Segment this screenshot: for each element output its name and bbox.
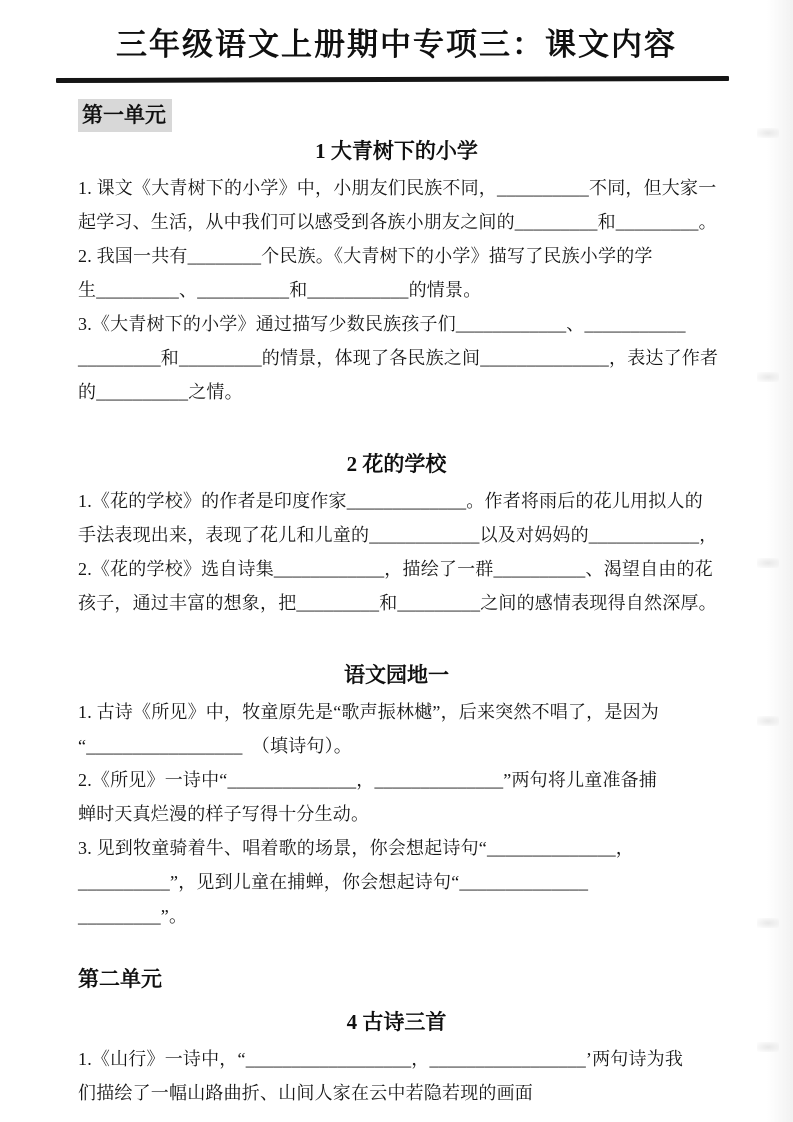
text-line: 3. 见到牧童骑着牛、唱着歌的场景，你会想起诗句“______________， — [78, 838, 634, 859]
text-line: 1. 古诗《所见》中，牧童原先是“歌声振林樾”，后来突然不唱了，是因为 — [78, 702, 659, 723]
text-line: 2.《所见》一诗中“______________，______________”两句将儿童准备捕 — [78, 770, 658, 791]
document-title: 三年级语文上册期中专项三：课文内容 — [116, 27, 677, 62]
lesson-4-heading: 4 古诗三首 — [346, 1009, 447, 1034]
text-line: 孩子，通过丰富的想象，把_________和_________之间的感情表现得自然深厚。 — [78, 593, 717, 614]
text-line: __________”，见到儿童在捕蝉，你会想起诗句“______________ — [78, 872, 589, 893]
text-line: “_________________ （填诗句）。 — [78, 736, 352, 757]
text-line: _________”。 — [78, 906, 188, 927]
lesson-1-heading: 1 大青树下的小学 — [315, 139, 478, 164]
document-body — [0, 99, 793, 1110]
text-line: 生_________、__________和___________的情景。 — [78, 280, 482, 301]
lesson-2 — [78, 449, 718, 620]
lesson-4-text — [78, 1042, 715, 1110]
unit-2 — [78, 963, 715, 996]
text-line: 的__________之情。 — [78, 382, 243, 403]
unit-1 — [78, 99, 715, 132]
lesson-1 — [78, 136, 719, 409]
lesson-2-heading: 2 花的学校 — [346, 452, 447, 477]
lesson-yuwen-yuandi-1 — [78, 660, 715, 933]
text-line: 1.《山行》一诗中，“__________________，_________________’两句诗为我 — [78, 1048, 684, 1069]
lesson-2-text — [78, 484, 718, 620]
text-line: 起学习、生活，从中我们可以感受到各族小朋友之间的_________和_________。 — [78, 212, 717, 233]
text-line: 蝉时天真烂漫的样子写得十分生动。 — [78, 804, 370, 825]
text-line: _________和_________的情景，体现了各民族之间______________，表达了作者 — [78, 348, 719, 369]
text-line: 1. 课文《大青树下的小学》中，小朋友们民族不同，__________不同，但大家一 — [78, 178, 717, 199]
title-divider-rule — [56, 76, 729, 83]
text-line: 3.《大青树下的小学》通过描写少数民族孩子们____________、___________ — [78, 314, 686, 335]
unit-2-label: 第二单元 — [78, 967, 162, 992]
text-line: 1.《花的学校》的作者是印度作家_____________。作者将雨后的花儿用拟人的 — [78, 491, 703, 512]
lesson-yuwen-yuandi-1-text — [78, 695, 715, 933]
lesson-4 — [78, 1007, 715, 1110]
unit-1-label: 第一单元 — [78, 99, 172, 132]
lesson-1-text — [78, 171, 719, 409]
text-line: 2.《花的学校》选自诗集____________，描绘了一群__________、渴望自由的花 — [78, 559, 713, 580]
text-line: 2. 我国一共有________个民族。《大青树下的小学》描写了民族小学的学 — [78, 246, 653, 267]
lesson-yuwen-yuandi-1-heading: 语文园地一 — [344, 663, 449, 688]
text-line: 们描绘了一幅山路曲折、山间人家在云中若隐若现的画面 — [78, 1082, 533, 1103]
text-line: 手法表现出来，表现了花儿和儿童的____________以及对妈妈的____________， — [78, 525, 718, 546]
